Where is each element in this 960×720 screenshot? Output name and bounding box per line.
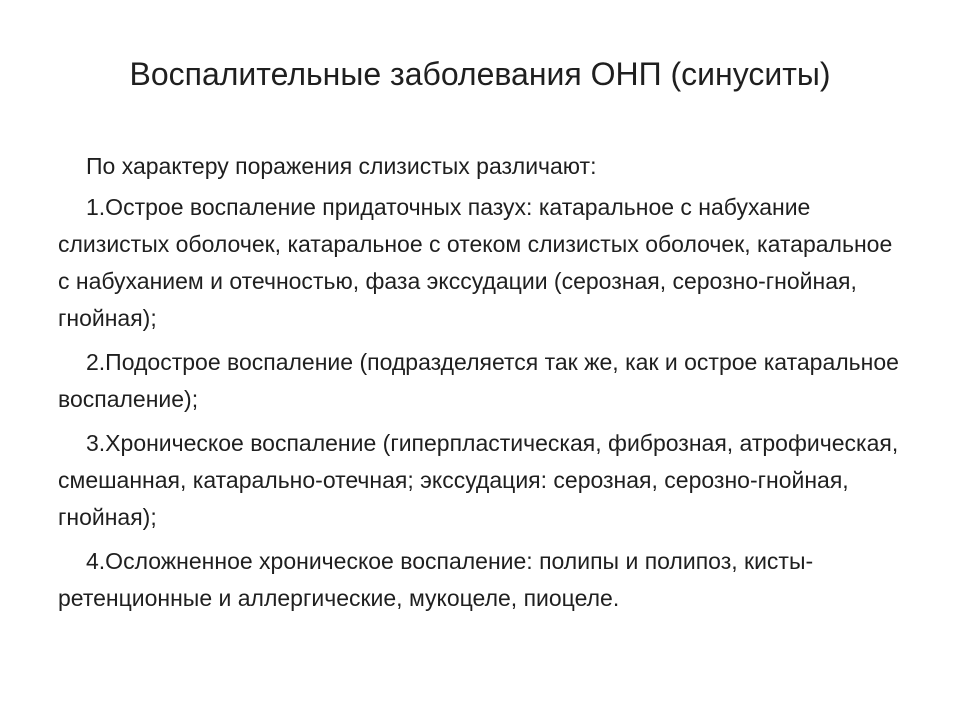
list-item: 3.Хроническое воспаление (гиперпластическая, фиброзная, атрофическая, смешанная, катарально-отечная; экссудация: серозная, серозно-гнойная, гнойная);	[58, 430, 899, 530]
list-item: 2.Подострое воспаление (подразделяется так же, как и острое катаральное воспаление);	[58, 349, 899, 412]
list-item: 1.Острое воспаление придаточных пазух: катаральное с набухание слизистых оболочек, катаральное с отеком слизистых оболочек, катаральное с набуханием и отечностью, фаза экссудации (серозная, серозно-гнойная, гнойная);	[58, 194, 893, 331]
list-item: 4.Осложненное хроническое воспаление: полипы и полипоз, кисты- ретенционные и аллергические, мукоцеле, пиоцеле.	[58, 548, 814, 611]
slide-title: Воспалительные заболевания ОНП (синуситы)	[129, 56, 831, 92]
slide-content	[58, 148, 904, 624]
intro-text: По характеру поражения слизистых различают:	[86, 153, 597, 179]
